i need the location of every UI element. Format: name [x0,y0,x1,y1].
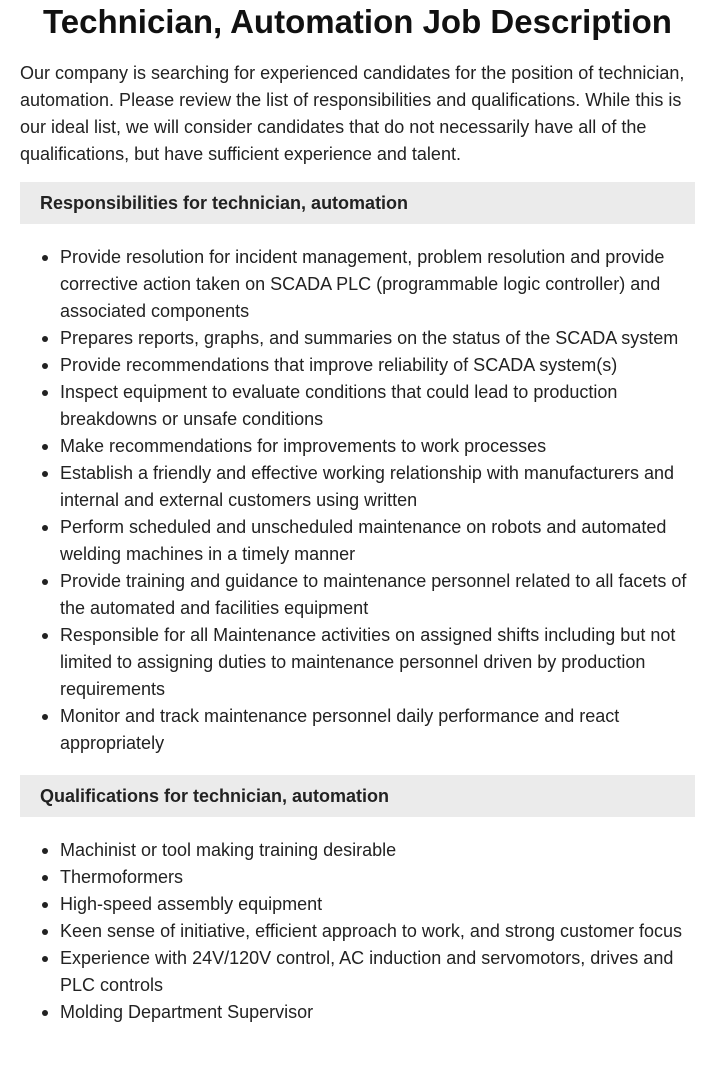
qualifications-list [20,837,695,1026]
intro-paragraph: Our company is searching for experienced candidates for the position of technician, automation. Please review the list of responsibilities and qualifications. While this is our ideal list, we will consider candidates that do not necessarily have all of the qualifications, but have sufficient experience and talent. [20,63,685,164]
bullet-icon [42,390,48,396]
list-item-text: Responsible for all Maintenance activities on assigned shifts including but not limited to assigning duties to maintenance personnel driven by production requirements [60,625,676,699]
bullet-icon [42,714,48,720]
bullet-icon [42,579,48,585]
list-item [60,433,695,460]
bullet-icon [42,525,48,531]
list-item-text: Provide recommendations that improve reliability of SCADA system(s) [60,355,618,375]
bullet-icon [42,336,48,342]
list-item [60,837,695,864]
responsibilities-heading: Responsibilities for technician, automation [20,182,695,224]
list-item-text: Inspect equipment to evaluate conditions that could lead to production breakdowns or unsafe conditions [60,382,618,429]
list-item-text: Keen sense of initiative, efficient approach to work, and strong customer focus [60,921,683,941]
list-item [60,352,695,379]
list-item [60,325,695,352]
list-item-text: Perform scheduled and unscheduled maintenance on robots and automated welding machines in a timely manner [60,517,667,564]
list-item-text: Machinist or tool making training desirable [60,840,397,860]
list-item [60,891,695,918]
list-item [60,244,695,325]
list-item [60,568,695,622]
list-item-text: Provide training and guidance to maintenance personnel related to all facets of the automated and facilities equipment [60,571,687,618]
list-item [60,999,695,1026]
list-item-text: Thermoformers [60,867,184,887]
responsibilities-list [20,244,695,757]
page-title: Technician, Automation Job Description [43,3,672,40]
list-item [60,864,695,891]
bullet-icon [42,875,48,881]
bullet-icon [42,471,48,477]
bullet-icon [42,929,48,935]
bullet-icon [42,1010,48,1016]
list-item [60,379,695,433]
bullet-icon [42,956,48,962]
list-item-text: Establish a friendly and effective working relationship with manufacturers and internal and external customers using written [60,463,674,510]
qualifications-heading: Qualifications for technician, automation [20,775,695,817]
list-item [60,514,695,568]
list-item [60,622,695,703]
bullet-icon [42,444,48,450]
bullet-icon [42,848,48,854]
list-item-text: Experience with 24V/120V control, AC induction and servomotors, drives and PLC controls [60,948,674,995]
list-item-text: Provide resolution for incident management, problem resolution and provide corrective action taken on SCADA PLC (programmable logic controller) and associated components [60,247,665,321]
list-item [60,918,695,945]
bullet-icon [42,363,48,369]
bullet-icon [42,633,48,639]
list-item [60,945,695,999]
list-item-text: High-speed assembly equipment [60,894,323,914]
bullet-icon [42,255,48,261]
list-item-text: Make recommendations for improvements to work processes [60,436,547,456]
list-item-text: Molding Department Supervisor [60,1002,314,1022]
list-item [60,460,695,514]
list-item-text: Prepares reports, graphs, and summaries on the status of the SCADA system [60,328,679,348]
list-item-text: Monitor and track maintenance personnel daily performance and react appropriately [60,706,620,753]
bullet-icon [42,902,48,908]
list-item [60,703,695,757]
